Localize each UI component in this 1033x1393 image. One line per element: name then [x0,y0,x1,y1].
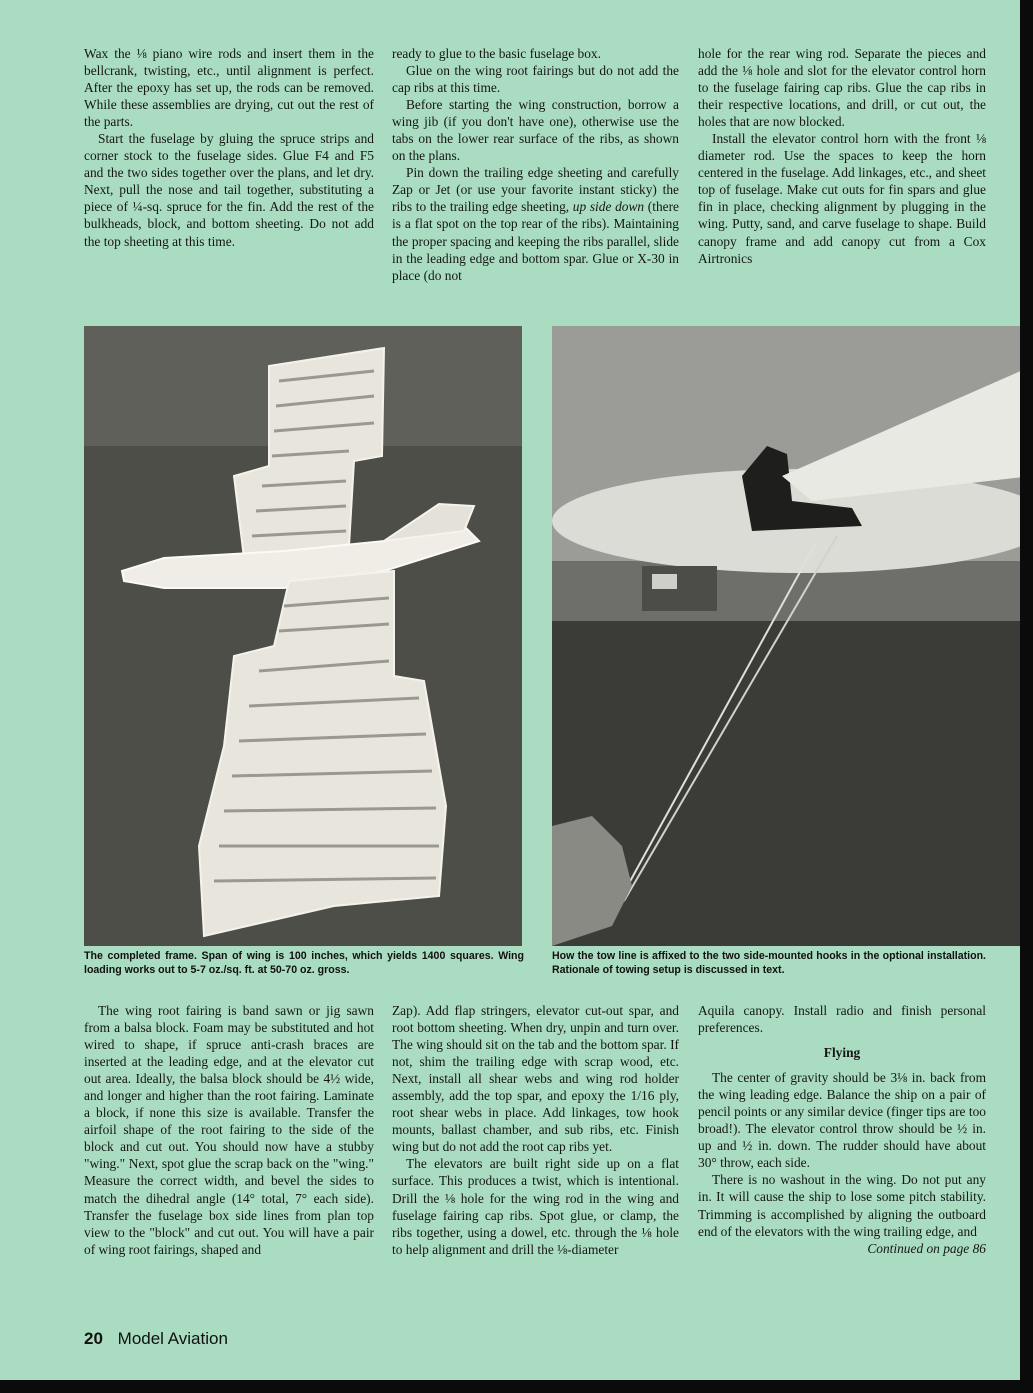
paragraph: The elevators are built right side up on a flat surface. This produces a twist, which is intentional. Drill the ⅛ hole for the wing rod in the wing and fuselage fairing cap ribs. Spot glue, or clamp, the ribs together, using a dowel, etc. through the ⅛ hole to help alignment and drill the ⅛-diameter [392,1156,679,1257]
paragraph: Zap). Add flap stringers, elevator cut-out spar, and root bottom sheeting. When dry, unpin and turn over. The wing should sit on the tab and the bottom spar. If not, shim the trailing edge with scrap wood, etc. Next, install all shear webs and wing rod holder assembly, add the top spar, and epoxy the 1/16 ply, root shear webs in place. Add linkages, tow hook mounts, ballast chamber, and sub ribs, etc. Finish wing but do not add the root cap ribs yet. [392,1003,679,1155]
text-run: (there is a flat spot on the top rear of the ribs). Maintaining the proper spacing and keeping the ribs parallel, slide in the leading edge and bottom spar. Glue or X-30 in place (do not [392,199,679,283]
page-folio [84,1329,228,1349]
paragraph: Install the elevator control horn with the front ⅛ diameter rod. Use the spaces to keep the horn centered in the fuselage. Add linkages, etc., and sheet top of fuselage. Make cut outs for fin spars and glue fin in place, checking alignment by plugging in the wing. Putty, sand, and carve fuselage to shape. Build canopy frame and add canopy cut from a Cox Airtronics [698,131,986,266]
bottom-column-3 [698,1002,986,1257]
page-number: 20 [84,1329,103,1348]
text-run: Pin down the trailing edge sheeting and carefully Zap or Jet (or use your favorite instant sticky) the ribs to the trailing edge sheeting, [392,165,679,215]
photo-tow-line [552,326,1020,946]
paragraph: ready to glue to the basic fuselage box. [392,46,601,61]
paragraph: Aquila canopy. Install radio and finish personal preferences. [698,1003,986,1036]
bottom-column-2 [392,1002,679,1258]
continued-note: Continued on page 86 [867,1240,986,1256]
paragraph: hole for the rear wing rod. Separate the pieces and add the ⅛ hole and slot for the elevator control horn to the fuselage fairing cap ribs. Glue the cap ribs in their respective locations, and drill, or cut out, the holes that are now blocked. [698,46,986,130]
tow-line-illustration [552,326,1020,946]
paragraph: Start the fuselage by gluing the spruce strips and corner stock to the fuselage sides. Glue F4 and F5 and the two sides together over the plans, and let dry. Next, pull the nose and tail together, substituting a piece of ¼-sq. spruce for the fin. Add the rest of the bulkheads, block, and bottom sheeting. Do not add the top sheeting at this time. [84,131,374,249]
top-column-3 [698,45,986,267]
caption-completed-frame: The completed frame. Span of wing is 100 inches, which yields 1400 squares. Wing loading works out to 5-7 oz./sq. ft. at 50-70 oz. gross. [84,950,524,976]
top-column-2 [392,45,679,284]
caption-tow-line: How the tow line is affixed to the two side-mounted hooks in the optional installation. Rationale of towing setup is discussed in text. [552,950,986,976]
paragraph: The center of gravity should be 3⅛ in. back from the wing leading edge. Balance the ship on a pair of pencil points or any similar device (finger tips are too broad!). The elevator control throw should be ½ in. up and ½ in. down. The rudder should have about 30° throw, each side. [698,1070,986,1171]
bottom-column-1 [84,1002,374,1258]
paragraph [392,164,679,283]
paragraph: There is no washout in the wing. Do not put any in. It will cause the ship to lose some pitch stability. Trimming is accomplished by aligning the outboard end of the elevators with the wing trailing edge, and [698,1172,986,1239]
paragraph: Before starting the wing construction, borrow a wing jib (if you don't have one), otherwise use the tabs on the lower rear surface of the ribs, as shown on the plans. [392,97,679,164]
paragraph: Wax the ⅛ piano wire rods and insert them in the bellcrank, twisting, etc., until alignment is perfect. After the epoxy has set up, the rods can be removed. While these assemblies are drying, cut out the rest of the parts. [84,46,374,130]
magazine-name: Model Aviation [117,1329,228,1348]
glider-frame-illustration [84,326,522,946]
italic-text-run: up side down [572,199,645,215]
paragraph: The wing root fairing is band sawn or jig sawn from a balsa block. Foam may be substituted and hot wired to shape, if spruce anti-crash braces are inserted at the leading edge, and at the elevator cut out area. Ideally, the balsa block should be 4½ wide, and longer and higher than the root fairing. Laminate a block, if none this size is available. Transfer the airfoil shape of the root fairing to the side of the block and cut out. You should now have a stubby "wing." Next, spot glue the scrap back on the "wing." Measure the correct width, and bevel the sides to match the dihedral angle (14° total, 7° each side). Transfer the fuselage box side lines from plan top view to the "block" and cut out. You will have a pair of wing root fairings, shaped and [84,1003,374,1257]
photo-completed-frame [84,326,522,946]
top-column-1 [84,45,374,250]
section-heading-flying: Flying [823,1045,861,1061]
paragraph: Glue on the wing root fairings but do not add the cap ribs at this time. [392,63,679,96]
